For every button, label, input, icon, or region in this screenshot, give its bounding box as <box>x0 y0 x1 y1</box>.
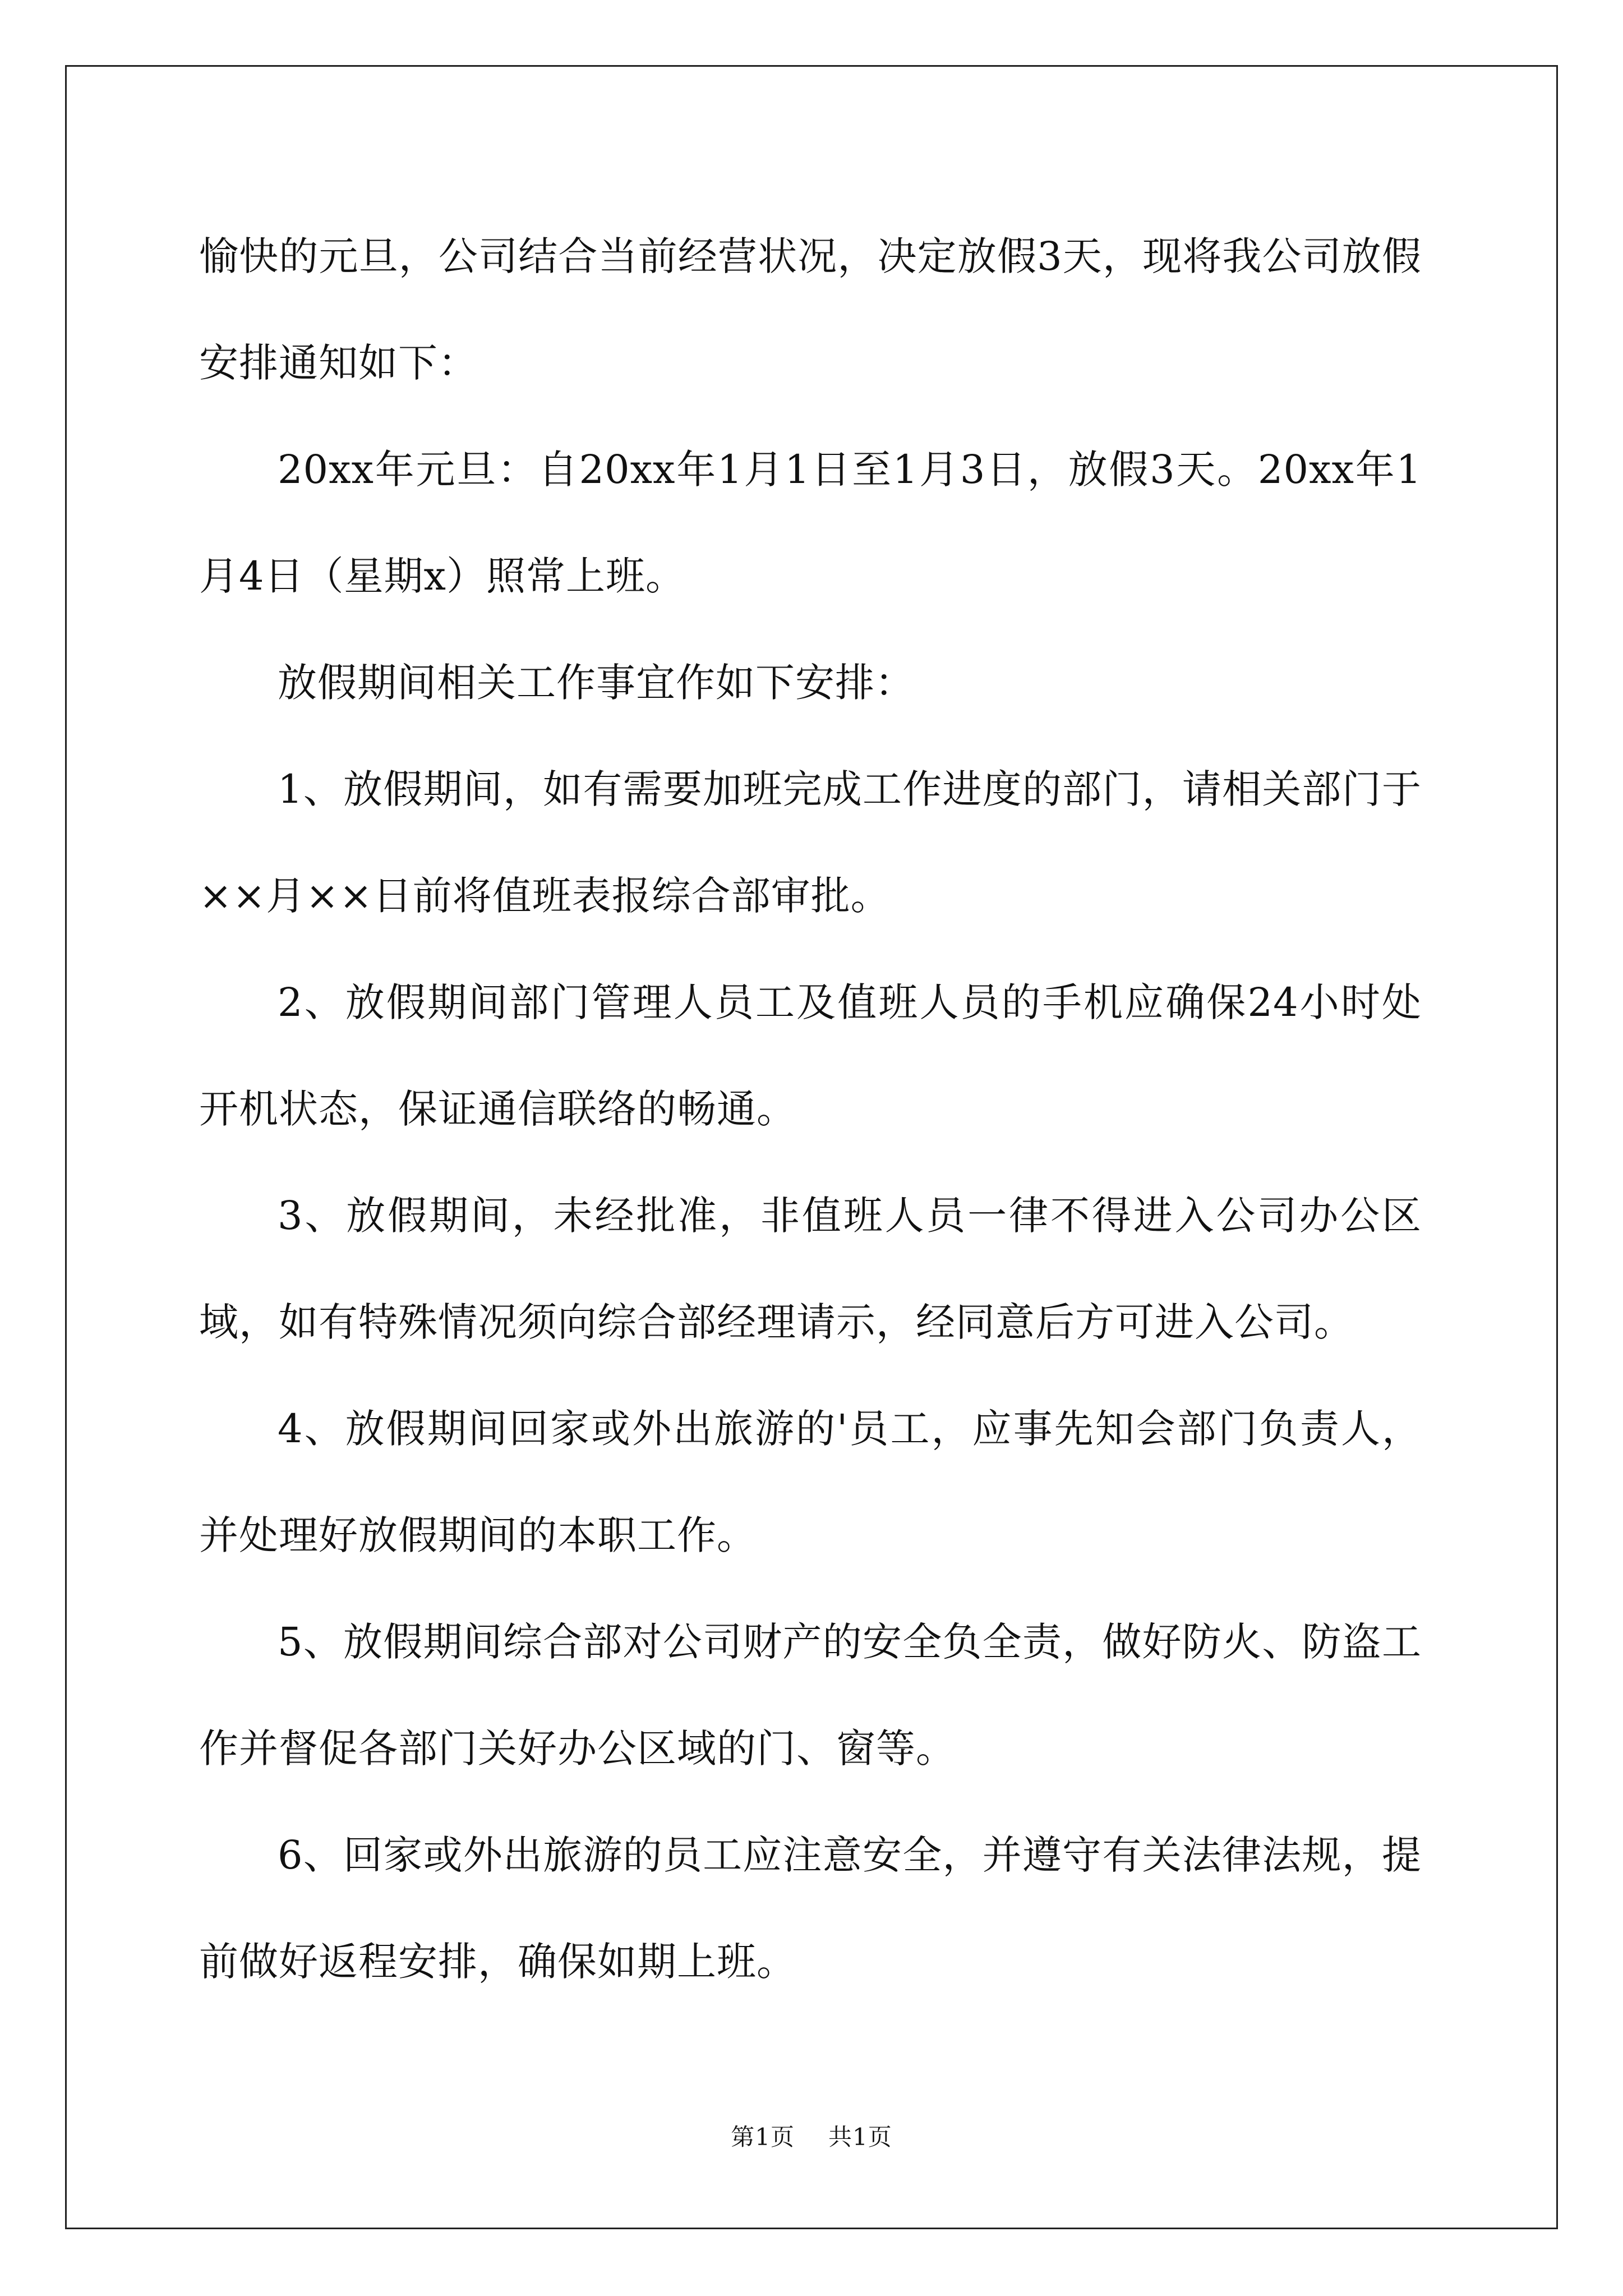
paragraph-intro: 愉快的元旦，公司结合当前经营状况，决定放假3天，现将我公司放假安排通知如下： <box>199 233 1422 386</box>
paragraph-item-2: 2、放假期间部门管理人员工及值班人员的手机应确保24小时处开机状态，保证通信联络的畅通。 <box>199 979 1422 1132</box>
paragraph-item-5: 5、放假期间综合部对公司财产的安全负全责，做好防火、防盗工作并督促各部门关好办公区域的门、窗等。 <box>199 1619 1422 1772</box>
paragraph-item-6: 6、回家或外出旅游的员工应注意安全，并遵守有关法律法规，提前做好返程安排，确保如期上班。 <box>199 1832 1422 1985</box>
page-total: 共1页 <box>828 2123 892 2151</box>
page-number: 第1页 <box>731 2123 795 2151</box>
paragraph-item-3: 3、放假期间，未经批准，非值班人员一律不得进入公司办公区域，如有特殊情况须向综合部经理请示，经同意后方可进入公司。 <box>199 1193 1422 1345</box>
paragraph-item-4: 4、放假期间回家或外出旅游的'员工，应事先知会部门负责人，并处理好放假期间的本职工作。 <box>199 1406 1422 1558</box>
page-footer <box>0 2120 1623 2154</box>
document-body <box>199 203 1422 2015</box>
paragraph-holiday-dates: 20xx年元旦：自20xx年1月1日至1月3日，放假3天。20xx年1月4日（星期x）照常上班。 <box>199 447 1422 599</box>
paragraph-item-1: 1、放假期间，如有需要加班完成工作进度的部门，请相关部门于××月××日前将值班表报综合部审批。 <box>199 766 1422 919</box>
paragraph-arrangements-heading: 放假期间相关工作事宜作如下安排： <box>278 660 915 706</box>
